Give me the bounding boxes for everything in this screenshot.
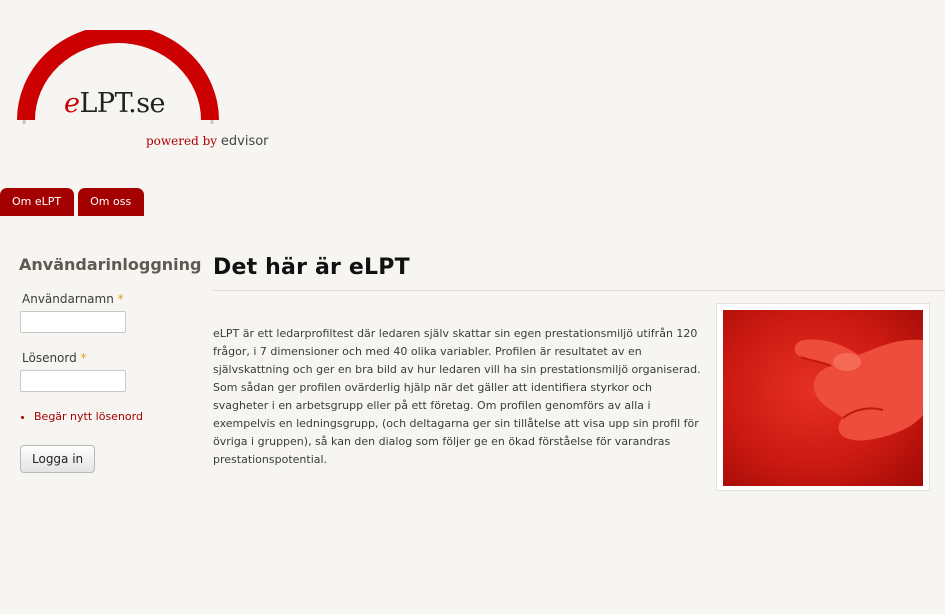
password-input[interactable] — [20, 370, 126, 392]
login-links — [19, 410, 189, 423]
password-label — [22, 351, 189, 365]
intro-paragraph: eLPT är ett ledarprofiltest där ledaren själv skattar sin egen prestationsmiljö utifrån 120 frågor, i 7 dimensioner och med 40 olika variabler. Profilen är resultatet av en självskattning och ger en bra bild av hur ledaren vill ha sin prestationsmiljö organiserad. Som sådan ger profilen ovärderlig hjälp när det gäller att identifiera styrkor och svagheter i en arbetsgrupp eller på ett företag. Om profilen genomförs av alla i exempelvis en ledningsgrupp, (och deltagarna ger sin tillåtelse att visa upp sin profil för övriga i gruppen), så kan den dialog som följer ge en ökad förståelse för varandras prestationspotential. — [213, 327, 701, 466]
powered-by — [146, 134, 269, 149]
logo-wordmark — [64, 88, 165, 119]
password-label-text: Lösenord — [22, 351, 77, 365]
logo-e: e — [64, 88, 80, 119]
username-input[interactable] — [20, 311, 126, 333]
login-title: Användarinloggning — [19, 255, 202, 274]
main-content — [213, 255, 945, 466]
login-block — [19, 255, 202, 473]
required-mark: * — [117, 292, 124, 306]
powered-by-prefix: powered by — [146, 134, 221, 148]
main-nav — [0, 188, 144, 216]
pointing-hand-photo-icon — [723, 310, 923, 486]
nav-item-om-oss[interactable]: Om oss — [78, 188, 144, 216]
username-label-text: Användarnamn — [22, 292, 114, 306]
page-title: Det här är eLPT — [213, 255, 945, 291]
content-image-frame — [716, 303, 930, 491]
powered-by-brand: edvisor — [220, 134, 269, 149]
nav-item-om-elpt[interactable]: Om eLPT — [0, 188, 74, 216]
logo-name: LPT.se — [79, 88, 166, 119]
password-field-group — [19, 351, 189, 392]
username-label — [22, 292, 189, 306]
login-button[interactable]: Logga in — [20, 445, 95, 473]
list-item — [34, 410, 189, 423]
username-field-group — [19, 292, 189, 333]
required-mark: * — [80, 351, 87, 365]
request-new-password-link[interactable]: Begär nytt lösenord — [34, 410, 143, 423]
site-logo[interactable] — [14, 30, 284, 160]
